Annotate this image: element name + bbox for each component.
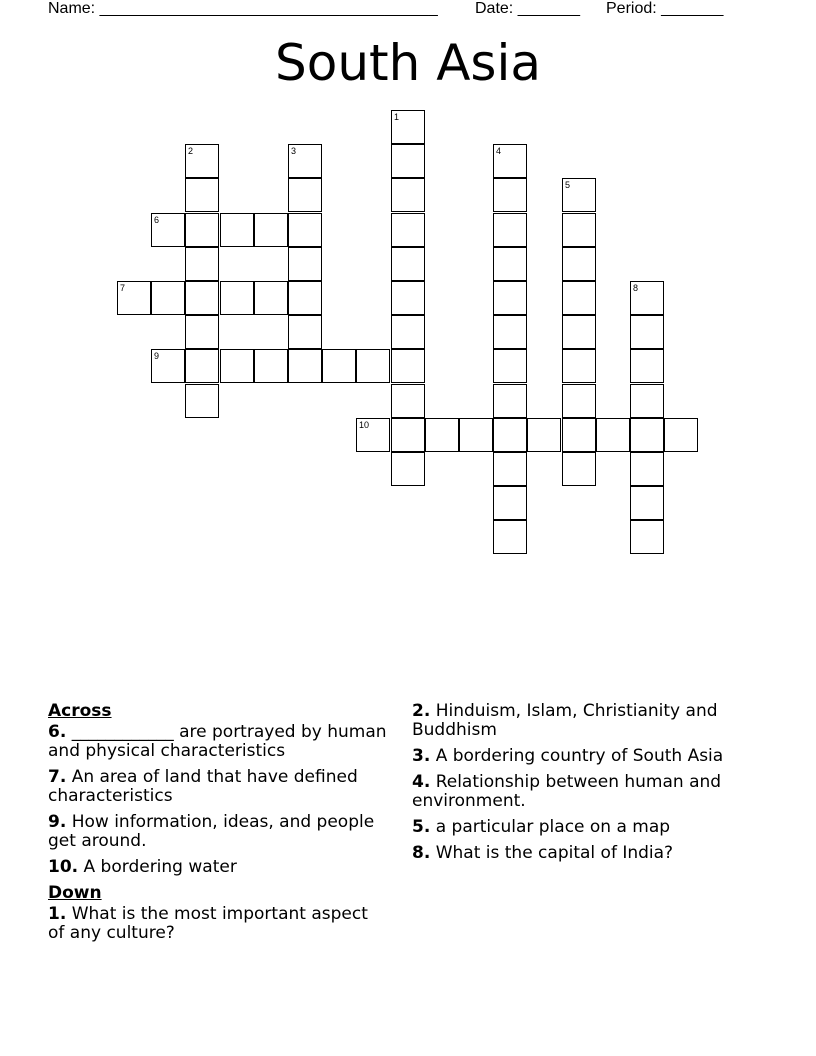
crossword-cell[interactable]	[391, 384, 425, 418]
crossword-cell[interactable]	[220, 213, 254, 247]
crossword-cell[interactable]	[220, 281, 254, 315]
worksheet-header	[48, 0, 738, 22]
page-title: South Asia	[275, 34, 541, 92]
crossword-cell[interactable]	[630, 281, 664, 315]
crossword-cell[interactable]	[185, 315, 219, 349]
down-heading: Down	[48, 883, 102, 903]
crossword-cell[interactable]	[322, 349, 356, 383]
crossword-cell[interactable]	[493, 452, 527, 486]
crossword-cell[interactable]	[391, 315, 425, 349]
crossword-cell[interactable]	[425, 418, 459, 452]
crossword-cell[interactable]	[562, 178, 596, 212]
crossword-cell[interactable]	[630, 384, 664, 418]
crossword-cell[interactable]	[562, 349, 596, 383]
clue-text: Relationship between human and environment.	[412, 772, 722, 811]
crossword-cell[interactable]	[630, 520, 664, 554]
crossword-cell[interactable]	[185, 213, 219, 247]
crossword-cell[interactable]	[288, 349, 322, 383]
clue-text: A bordering country of South Asia	[430, 746, 724, 766]
cell-clue-number: 9	[154, 351, 160, 361]
crossword-cell[interactable]	[151, 281, 185, 315]
crossword-cell[interactable]	[185, 178, 219, 212]
crossword-cell[interactable]	[493, 418, 527, 452]
crossword-cell[interactable]	[185, 144, 219, 178]
clues-column-right	[412, 702, 752, 870]
crossword-cell[interactable]	[391, 349, 425, 383]
crossword-cell[interactable]	[391, 213, 425, 247]
crossword-cell[interactable]	[562, 281, 596, 315]
clue-number: 9.	[48, 812, 67, 832]
crossword-cell[interactable]	[391, 144, 425, 178]
cell-clue-number: 6	[154, 215, 160, 225]
crossword-cell[interactable]	[391, 281, 425, 315]
crossword-cell[interactable]	[151, 213, 185, 247]
clue-down-3	[412, 747, 752, 766]
clue-across-6	[48, 723, 388, 761]
clue-text: a particular place on a map	[430, 817, 671, 837]
crossword-cell[interactable]	[288, 281, 322, 315]
crossword-cell[interactable]	[664, 418, 698, 452]
crossword-cell[interactable]	[356, 349, 390, 383]
crossword-cell[interactable]	[562, 452, 596, 486]
crossword-cell[interactable]	[493, 315, 527, 349]
crossword-cell[interactable]	[288, 315, 322, 349]
clue-across-10	[48, 858, 388, 877]
crossword-cell[interactable]	[185, 384, 219, 418]
crossword-cell[interactable]	[562, 384, 596, 418]
clue-number: 3.	[412, 746, 431, 766]
clue-number: 10.	[48, 857, 79, 877]
clue-text: ____________ are portrayed by human and physical characteristics	[48, 722, 387, 761]
clue-down-1	[48, 905, 388, 943]
cell-clue-number: 1	[394, 112, 400, 122]
crossword-cell[interactable]	[391, 178, 425, 212]
crossword-cell[interactable]	[493, 213, 527, 247]
clue-down-5	[412, 818, 752, 837]
crossword-cell[interactable]	[562, 213, 596, 247]
clue-across-9	[48, 813, 388, 851]
crossword-cell[interactable]	[493, 247, 527, 281]
crossword-cell[interactable]	[185, 281, 219, 315]
crossword-cell[interactable]	[493, 349, 527, 383]
crossword-cell[interactable]	[254, 213, 288, 247]
clue-text: A bordering water	[78, 857, 237, 877]
crossword-cell[interactable]	[288, 247, 322, 281]
crossword-cell[interactable]	[391, 247, 425, 281]
date-field-label: Date: _______	[475, 0, 580, 17]
cell-clue-number: 5	[565, 180, 571, 190]
crossword-cell[interactable]	[459, 418, 493, 452]
crossword-cell[interactable]	[493, 144, 527, 178]
clue-text: What is the capital of India?	[430, 843, 674, 863]
clues-column-left	[48, 702, 388, 950]
crossword-cell[interactable]	[185, 247, 219, 281]
clue-number: 5.	[412, 817, 431, 837]
cell-clue-number: 2	[188, 146, 194, 156]
clue-text: Hinduism, Islam, Christianity and Buddhism	[412, 701, 718, 740]
cell-clue-number: 4	[496, 146, 502, 156]
period-field-label: Period: _______	[606, 0, 724, 17]
clue-text: An area of land that have defined characteristics	[48, 767, 358, 806]
crossword-cell[interactable]	[493, 178, 527, 212]
crossword-cell[interactable]	[527, 418, 561, 452]
crossword-cell[interactable]	[254, 281, 288, 315]
crossword-cell[interactable]	[288, 144, 322, 178]
crossword-cell[interactable]	[220, 349, 254, 383]
crossword-cell[interactable]	[596, 418, 630, 452]
crossword-cell[interactable]	[562, 418, 596, 452]
clue-number: 4.	[412, 772, 431, 792]
crossword-cell[interactable]	[288, 178, 322, 212]
crossword-cell[interactable]	[630, 349, 664, 383]
cell-clue-number: 8	[633, 283, 639, 293]
crossword-cell[interactable]	[151, 349, 185, 383]
crossword-cell[interactable]	[493, 281, 527, 315]
cell-clue-number: 7	[120, 283, 126, 293]
crossword-cell[interactable]	[630, 418, 664, 452]
crossword-cell[interactable]	[117, 281, 151, 315]
crossword-cell[interactable]	[391, 418, 425, 452]
clue-text: How information, ideas, and people get around.	[48, 812, 375, 851]
clue-number: 7.	[48, 767, 67, 787]
cell-clue-number: 3	[291, 146, 297, 156]
clue-number: 1.	[48, 904, 67, 924]
crossword-cell[interactable]	[254, 349, 288, 383]
crossword-cell[interactable]	[630, 315, 664, 349]
crossword-cell[interactable]	[391, 452, 425, 486]
crossword-cell[interactable]	[493, 384, 527, 418]
clue-across-7	[48, 768, 388, 806]
crossword-cell[interactable]	[493, 486, 527, 520]
clue-number: 8.	[412, 843, 431, 863]
clue-down-2	[412, 702, 752, 740]
crossword-cell[interactable]	[288, 213, 322, 247]
crossword-cell[interactable]	[630, 452, 664, 486]
crossword-cell[interactable]	[356, 418, 390, 452]
name-field-label: Name: ______________________________________	[48, 0, 438, 17]
cell-clue-number: 10	[359, 420, 370, 430]
clue-down-8	[412, 844, 752, 863]
crossword-cell[interactable]	[562, 315, 596, 349]
clue-number: 2.	[412, 701, 431, 721]
crossword-cell[interactable]	[185, 349, 219, 383]
across-heading: Across	[48, 701, 112, 721]
crossword-cell[interactable]	[391, 110, 425, 144]
clue-number: 6.	[48, 722, 67, 742]
crossword-cell[interactable]	[493, 520, 527, 554]
clue-down-4	[412, 773, 752, 811]
crossword-cell[interactable]	[630, 486, 664, 520]
crossword-cell[interactable]	[562, 247, 596, 281]
clue-text: What is the most important aspect of any culture?	[48, 904, 368, 943]
